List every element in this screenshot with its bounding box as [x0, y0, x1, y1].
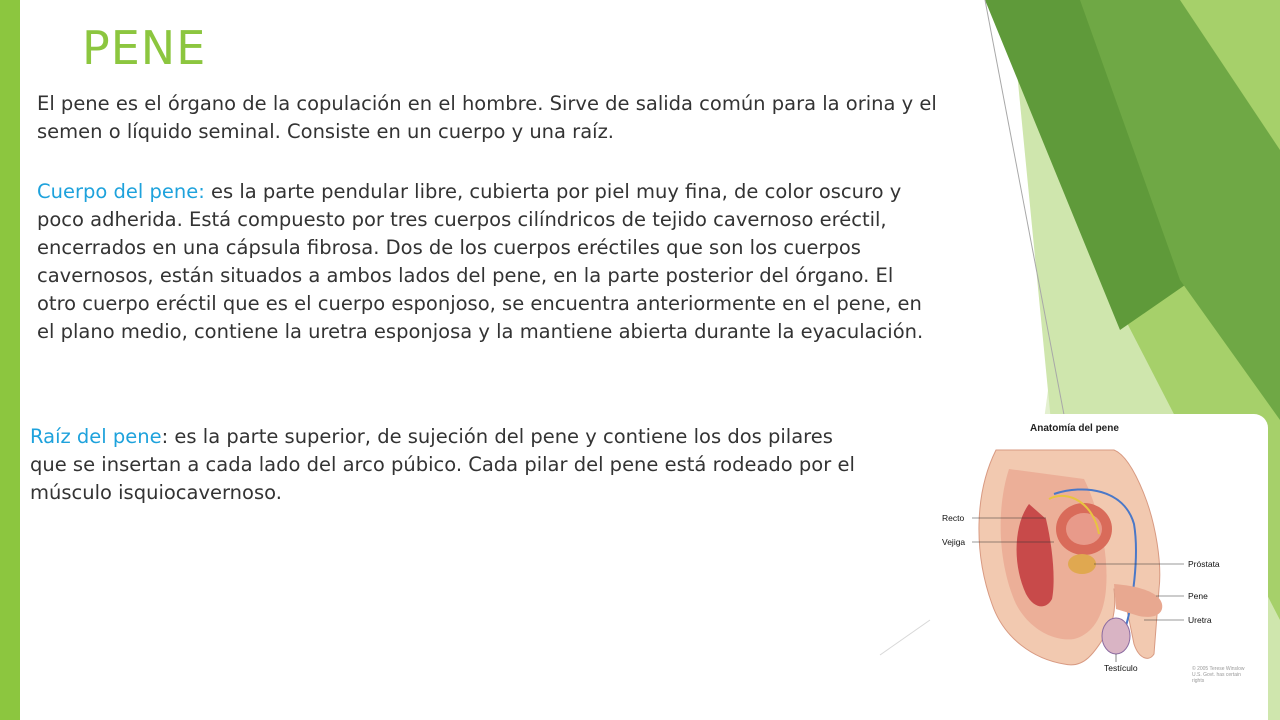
- label-uretra: Uretra: [1188, 615, 1212, 625]
- label-pene: Pene: [1188, 591, 1208, 601]
- testicle-shape: [1102, 618, 1130, 654]
- slide-title: PENE: [82, 21, 207, 75]
- root-text: : es la parte superior, de sujeción del pene y contiene los dos pilares que se insertan a cada lado del arco púbico. Cada pilar del pene está rodeado por el músculo isquiocavernoso.: [30, 425, 855, 504]
- label-testiculo: Testículo: [1104, 663, 1138, 673]
- label-recto: Recto: [942, 513, 965, 523]
- prostate-shape: [1068, 554, 1096, 574]
- bottom-thin-line: [880, 620, 930, 655]
- root-term: Raíz del pene: [30, 425, 162, 448]
- intro-text: El pene es el órgano de la copulación en el hombre. Sirve de salida común para la orina y el semen o líquido seminal. Consiste en un cuerpo y una raíz.: [37, 92, 937, 143]
- body-term: Cuerpo del pene:: [37, 180, 205, 203]
- left-accent-bar: [0, 0, 20, 720]
- anatomy-figure: [934, 414, 1268, 720]
- label-prostata: Próstata: [1188, 559, 1220, 569]
- intro-paragraph: [37, 90, 997, 146]
- figure-copyright: © 2005 Terese Winslow U.S. Govt. has certain rights: [1192, 666, 1245, 684]
- body-text: es la parte pendular libre, cubierta por piel muy fina, de color oscuro y poco adherida. Está compuesto por tres cuerpos cilíndricos de tejido cavernoso eréctil, encerrados en una cápsula fibrosa. Dos de los cuerpos eréctiles que son los cuerpos cavernosos, están situados a ambos lados del pene, en la parte posterior del órgano. El otro cuerpo eréctil que es el cuerpo esponjoso, se encuentra anteriormente en el pene, en el plano medio, contiene la uretra esponjosa y la mantiene abierta durante la eyaculación.: [37, 180, 924, 343]
- body-paragraph: [37, 178, 937, 346]
- root-paragraph: [30, 423, 870, 507]
- figure-title: Anatomía del pene: [1030, 423, 1119, 434]
- label-vejiga: Vejiga: [942, 537, 966, 547]
